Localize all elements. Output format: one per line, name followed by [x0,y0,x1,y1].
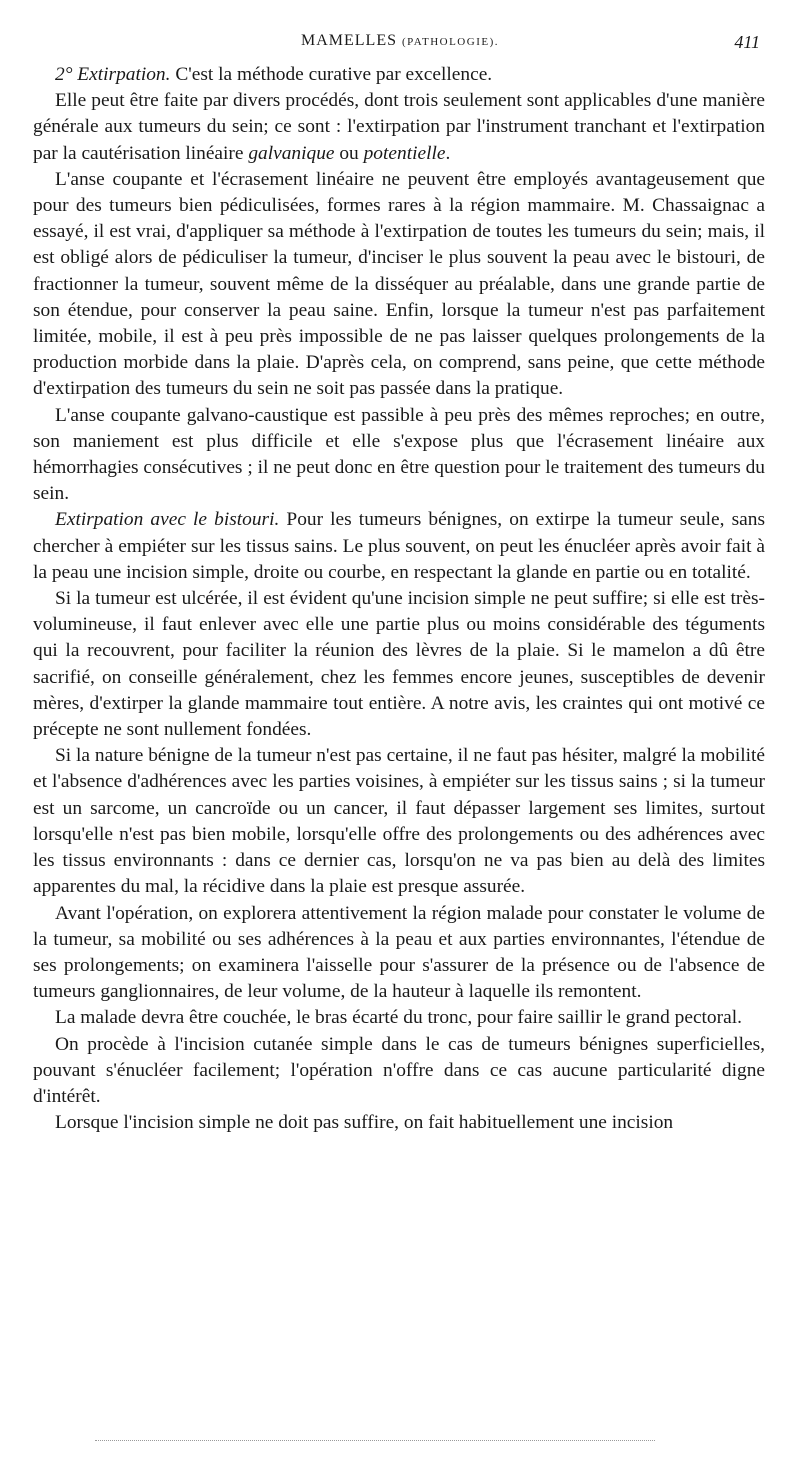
paragraph-text: L'anse coupante galvano-caustique est passible à peu près des mêmes reproches; en outre, son maniement est plus difficile et elle s'expose plus que l'écrasement linéaire aux hémorrhagies consécutives ; il ne peut donc en être question pour le traitement des tumeurs du sein. [33,404,765,505]
paragraph-anse-coupante [33,167,765,403]
page-number: 411 [734,32,760,52]
footer-scan-line [95,1440,655,1441]
paragraph-text: . [445,142,451,164]
paragraph-text: Si la tumeur est ulcérée, il est évident qu'une incision simple ne peut suffire; si elle est très-volumineuse, il faut enlever avec elle une partie plus ou moins considérable des téguments qui la recouvrent, pour faciliter la réunion des lèvres de la plaie. Si le mamelon a dû être sacrifié, on conseille généralement, chez les femmes encore jeunes, susceptibles de devenir mères, d'extirper la glande mammaire tout entière. A notre avis, les craintes qui ont motivé ce précepte ne sont nullement fondées. [33,588,765,741]
paragraph-text: C'est la méthode curative par excellence. [170,64,493,85]
page-header [0,32,800,56]
paragraph-malade-couchee [33,1005,765,1031]
paragraph-galvano-caustique [33,403,765,508]
paragraph-text: La malade devra être couchée, le bras écarté du tronc, pour faire saillir le grand pectoral. [55,1007,742,1029]
paragraph-text: Avant l'opération, on explorera attentivement la région malade pour constater le volume de la tumeur, sa mobilité ou ses adhérences à la peau et aux parties environnantes, l'étendue de ses prolongements; on examinera l'aisselle pour s'assurer de la présence ou de l'absence de tumeurs ganglionnaires, de leur volume, de la hauteur à laquelle ils remontent. [33,902,765,1003]
paragraph-italic: galvanique [248,142,335,164]
running-title-sub: (PATHOLOGIE). [401,36,499,48]
paragraph-bistouri [33,507,765,586]
paragraph-text: Elle peut être faite par divers procédés, dont trois seulement sont applicables d'une manière générale aux tumeurs du sein; ce sont : l'extirpation par l'instrument tranchant et l'extirpation par la cautérisation linéaire [33,90,765,164]
paragraph-avant-operation [33,901,765,1006]
paragraph-text: On procède à l'incision cutanée simple dans le cas de tumeurs bénignes superficielles, pouvant s'énucléer facilement; l'opération n'offre dans ce cas aucune particularité digne d'intérêt. [33,1033,765,1107]
paragraph-text: L'anse coupante et l'écrasement linéaire ne peuvent être employés avantageusement que pour des tumeurs bien pédiculisées, formes rares à la région mammaire. M. Chassaignac a essayé, il est vrai, d'appliquer sa méthode à l'extirpation de toutes les tumeurs du sein; mais, il est obligé alors de pédiculiser la tumeur, d'inciser le plus souvent la peau avec le bistouri, de fractionner la tumeur, souvent même de la disséquer au préalable, dans une grande partie de son étendue, pour conserver la peau saine. Enfin, lorsque la tumeur n'est pas parfaitement limitée, mobile, il est à peu près impossible de ne pas laisser quelques prolongements de la production morbide dans la plaie. D'après cela, on comprend, sans peine, que cette méthode d'extirpation des tumeurs du sein ne soit pas passée dans la pratique. [33,168,765,400]
paragraph-text: ou [334,142,364,164]
paragraph-text: Pour les tumeurs bénignes, on extirpe la tumeur seule, sans chercher à empiéter sur les tissus sains. Le plus souvent, on peut les énucléer après avoir fait à la peau une incision simple, droite ou courbe, en respectant la glande en partie ou en totalité. [33,509,765,583]
paragraph-lead: 2° Extirpation. [55,64,171,85]
body-text [33,62,765,1136]
running-title [0,32,800,50]
paragraph-italic: potentielle [363,142,446,164]
paragraph-incision-habituelle [33,1110,765,1136]
paragraph-incision-simple [33,1032,765,1111]
paragraph-procedes [33,88,765,167]
running-title-main: MAMELLES [300,32,397,49]
paragraph-text: Lorsque l'incision simple ne doit pas suffire, on fait habituellement une incision [55,1112,674,1134]
paragraph-extirpation-intro [33,62,765,88]
paragraph-lead: Extirpation avec le bistouri. [55,509,280,531]
paragraph-nature-benigne [33,743,765,900]
paragraph-text: Si la nature bénigne de la tumeur n'est pas certaine, il ne faut pas hésiter, malgré la mobilité et l'absence d'adhérences avec les parties voisines, à empiéter sur les tissus sains ; si la tumeur est un sarcome, un cancroïde ou un cancer, il faut dépasser largement ses limites, surtout lorsqu'elle n'est pas bien mobile, lorsqu'elle offre des prolongements ou des adhérences avec les tissus environnants : dans ce dernier cas, lorsqu'on ne va pas bien au delà des limites apparentes du mal, la récidive dans la plaie est presque assurée. [33,745,765,898]
paragraph-tumeur-ulceree [33,586,765,743]
